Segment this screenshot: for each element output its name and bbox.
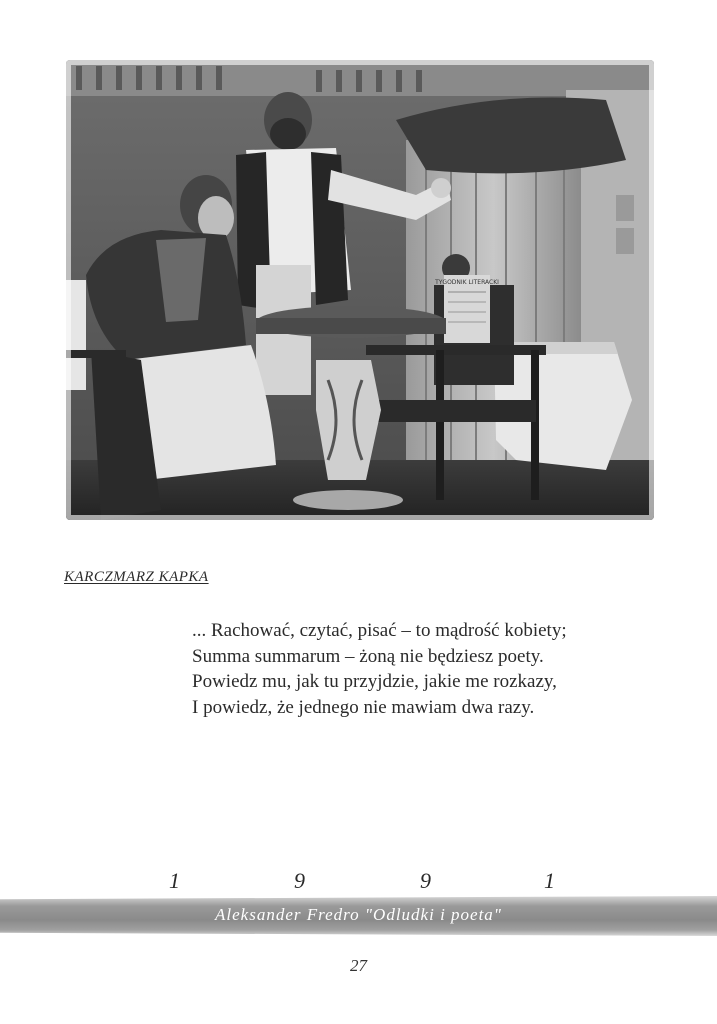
year-row bbox=[0, 868, 717, 894]
stage-photo bbox=[66, 60, 654, 520]
year-digit: 1 bbox=[169, 868, 180, 893]
year-digit: 9 bbox=[294, 868, 305, 893]
verse-line: ... Rachować, czytać, pisać – to mądrość kobiety; bbox=[192, 620, 567, 641]
year-digit: 9 bbox=[420, 868, 431, 893]
character-name: KARCZMARZ KAPKA bbox=[64, 569, 209, 585]
year-digit: 1 bbox=[544, 868, 555, 893]
verse-line: Powiedz mu, jak tu przyjdzie, jakie me rozkazy, bbox=[192, 671, 557, 692]
page-number: 27 bbox=[350, 956, 367, 975]
verse-line: Summa summarum – żoną nie będziesz poety. bbox=[192, 645, 544, 667]
verse-line: I powiedz, że jednego nie mawiam dwa razy. bbox=[192, 696, 535, 718]
footer-title: Aleksander Fredro "Odludki i poeta" bbox=[215, 905, 502, 924]
newspaper-title: TYGODNIK LITERACKI bbox=[435, 279, 499, 286]
verse-stanza bbox=[192, 618, 567, 720]
